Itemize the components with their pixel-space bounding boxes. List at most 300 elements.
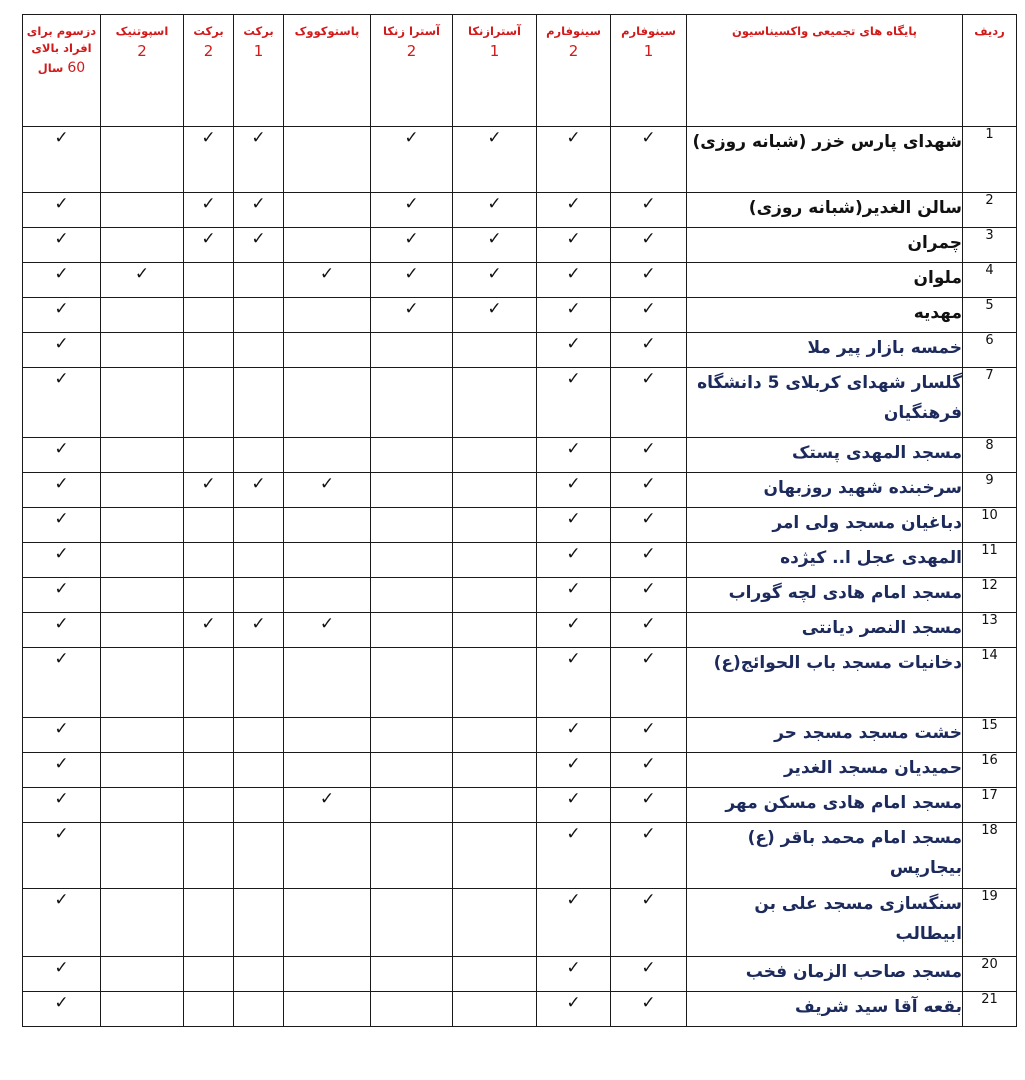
cell-barekat-1 (234, 193, 284, 228)
cell-third-dose-over-60 (23, 127, 101, 193)
cell-astrazeneca-2 (371, 823, 453, 889)
cell-sinopharm-2 (537, 127, 611, 193)
cell-astrazeneca-2 (371, 753, 453, 788)
header-sputnik-2 (101, 15, 184, 127)
cell-third-dose-over-60 (23, 578, 101, 613)
cell-sinopharm-1 (611, 578, 687, 613)
header-label: ردیف (974, 24, 1005, 38)
cell-astrazeneca-2 (371, 718, 453, 753)
cell-pastocovac (284, 992, 371, 1027)
check-icon: ✓ (641, 194, 656, 214)
check-icon: ✓ (566, 299, 581, 319)
cell-barekat-1 (234, 753, 284, 788)
cell-third-dose-over-60 (23, 889, 101, 957)
header-dose-number: 1 (489, 42, 500, 60)
table-row (23, 438, 1017, 473)
site-name: ملوان (687, 263, 963, 298)
cell-third-dose-over-60 (23, 648, 101, 718)
cell-sputnik-2 (101, 718, 184, 753)
header-label: آسترازنکا (468, 24, 521, 38)
check-icon: ✓ (404, 229, 419, 249)
cell-barekat-2 (184, 473, 234, 508)
cell-sinopharm-1 (611, 193, 687, 228)
cell-sinopharm-2 (537, 648, 611, 718)
check-icon: ✓ (54, 128, 69, 148)
check-icon: ✓ (54, 719, 69, 739)
check-icon: ✓ (641, 544, 656, 564)
check-icon: ✓ (566, 890, 581, 910)
cell-astrazeneca-1 (453, 508, 537, 543)
site-name: دخانیات مسجد باب الحوائج(ع) (687, 648, 963, 718)
cell-third-dose-over-60 (23, 193, 101, 228)
cell-barekat-1 (234, 333, 284, 368)
cell-sinopharm-2 (537, 992, 611, 1027)
cell-pastocovac (284, 788, 371, 823)
cell-barekat-1 (234, 957, 284, 992)
check-icon: ✓ (487, 229, 502, 249)
check-icon: ✓ (54, 754, 69, 774)
row-number: 4 (963, 263, 1017, 298)
cell-sputnik-2 (101, 333, 184, 368)
cell-astrazeneca-2 (371, 333, 453, 368)
cell-astrazeneca-1 (453, 788, 537, 823)
cell-pastocovac (284, 543, 371, 578)
cell-sinopharm-2 (537, 473, 611, 508)
table-row (23, 508, 1017, 543)
check-icon: ✓ (566, 958, 581, 978)
cell-barekat-2 (184, 823, 234, 889)
cell-sinopharm-1 (611, 333, 687, 368)
cell-third-dose-over-60 (23, 992, 101, 1027)
site-name: مسجد امام هادی مسکن مهر (687, 788, 963, 823)
check-icon: ✓ (641, 229, 656, 249)
cell-barekat-1 (234, 718, 284, 753)
cell-third-dose-over-60 (23, 298, 101, 333)
cell-sinopharm-2 (537, 193, 611, 228)
cell-pastocovac (284, 753, 371, 788)
site-name: مسجد امام محمد باقر (ع) بیجارپس (687, 823, 963, 889)
check-icon: ✓ (201, 614, 216, 634)
table-body (23, 127, 1017, 1027)
cell-barekat-2 (184, 298, 234, 333)
cell-barekat-1 (234, 263, 284, 298)
table-row (23, 788, 1017, 823)
row-number: 5 (963, 298, 1017, 333)
cell-astrazeneca-2 (371, 992, 453, 1027)
row-number: 19 (963, 889, 1017, 957)
check-icon: ✓ (54, 579, 69, 599)
cell-astrazeneca-2 (371, 508, 453, 543)
check-icon: ✓ (641, 299, 656, 319)
cell-sinopharm-1 (611, 889, 687, 957)
check-icon: ✓ (251, 474, 266, 494)
check-icon: ✓ (566, 544, 581, 564)
cell-astrazeneca-1 (453, 438, 537, 473)
check-icon: ✓ (641, 754, 656, 774)
check-icon: ✓ (54, 649, 69, 669)
check-icon: ✓ (487, 264, 502, 284)
cell-astrazeneca-1 (453, 718, 537, 753)
cell-barekat-2 (184, 127, 234, 193)
check-icon: ✓ (641, 509, 656, 529)
check-icon: ✓ (201, 128, 216, 148)
cell-sputnik-2 (101, 823, 184, 889)
cell-sputnik-2 (101, 613, 184, 648)
check-icon: ✓ (319, 789, 335, 809)
cell-third-dose-over-60 (23, 543, 101, 578)
check-icon: ✓ (641, 993, 656, 1013)
cell-barekat-2 (184, 578, 234, 613)
cell-third-dose-over-60 (23, 957, 101, 992)
cell-sinopharm-1 (611, 368, 687, 438)
check-icon: ✓ (201, 474, 216, 494)
check-icon: ✓ (641, 264, 656, 284)
cell-sinopharm-2 (537, 438, 611, 473)
cell-astrazeneca-1 (453, 473, 537, 508)
cell-third-dose-over-60 (23, 718, 101, 753)
cell-astrazeneca-1 (453, 368, 537, 438)
table-row (23, 823, 1017, 889)
cell-barekat-1 (234, 438, 284, 473)
cell-astrazeneca-1 (453, 263, 537, 298)
cell-barekat-2 (184, 648, 234, 718)
check-icon: ✓ (319, 264, 335, 284)
cell-sputnik-2 (101, 438, 184, 473)
site-name: سنگسازی مسجد علی بن ابیطالب (687, 889, 963, 957)
cell-pastocovac (284, 333, 371, 368)
cell-sinopharm-1 (611, 228, 687, 263)
header-dose-number: 1 (253, 42, 264, 60)
cell-astrazeneca-2 (371, 578, 453, 613)
table-row (23, 263, 1017, 298)
cell-barekat-1 (234, 368, 284, 438)
check-icon: ✓ (566, 993, 581, 1013)
cell-pastocovac (284, 889, 371, 957)
cell-pastocovac (284, 263, 371, 298)
cell-third-dose-over-60 (23, 753, 101, 788)
site-name: المهدی عجل ا.. کیژده (687, 543, 963, 578)
check-icon: ✓ (54, 299, 69, 319)
site-name: سالن الغدیر(شبانه روزی) (687, 193, 963, 228)
cell-sinopharm-2 (537, 753, 611, 788)
cell-sinopharm-1 (611, 753, 687, 788)
cell-sinopharm-1 (611, 788, 687, 823)
check-icon: ✓ (487, 128, 502, 148)
cell-barekat-1 (234, 613, 284, 648)
site-name: حمیدیان مسجد الغدیر (687, 753, 963, 788)
check-icon: ✓ (201, 229, 216, 249)
cell-sinopharm-1 (611, 543, 687, 578)
cell-sputnik-2 (101, 473, 184, 508)
check-icon: ✓ (641, 579, 656, 599)
cell-sinopharm-1 (611, 718, 687, 753)
header-astrazeneca-1 (453, 15, 537, 127)
header-dose-number: 2 (137, 42, 147, 60)
check-icon: ✓ (54, 958, 69, 978)
site-name: سرخبنده شهید روزبهان (687, 473, 963, 508)
cell-astrazeneca-1 (453, 298, 537, 333)
check-icon: ✓ (251, 614, 266, 634)
check-icon: ✓ (54, 614, 69, 634)
row-number: 1 (963, 127, 1017, 193)
cell-sinopharm-1 (611, 823, 687, 889)
check-icon: ✓ (54, 194, 69, 214)
site-name: مسجد المهدی پستک (687, 438, 963, 473)
header-label: پایگاه های تجمیعی واکسیناسیون (732, 24, 917, 38)
cell-pastocovac (284, 718, 371, 753)
check-icon: ✓ (54, 544, 69, 564)
header-dose-number: 2 (568, 42, 579, 60)
cell-sputnik-2 (101, 127, 184, 193)
row-number: 14 (963, 648, 1017, 718)
cell-sinopharm-1 (611, 992, 687, 1027)
cell-barekat-2 (184, 228, 234, 263)
check-icon: ✓ (134, 264, 150, 284)
check-icon: ✓ (54, 824, 69, 844)
check-icon: ✓ (54, 264, 69, 284)
cell-astrazeneca-2 (371, 193, 453, 228)
check-icon: ✓ (487, 299, 502, 319)
cell-sputnik-2 (101, 753, 184, 788)
cell-sputnik-2 (101, 578, 184, 613)
header-sinopharm-1 (611, 15, 687, 127)
header-label-suffix: سال (37, 61, 64, 75)
cell-sinopharm-2 (537, 368, 611, 438)
cell-sputnik-2 (101, 957, 184, 992)
check-icon: ✓ (54, 334, 69, 354)
cell-astrazeneca-1 (453, 333, 537, 368)
table-row (23, 543, 1017, 578)
cell-astrazeneca-1 (453, 823, 537, 889)
site-name: دباغیان مسجد ولی امر (687, 508, 963, 543)
cell-third-dose-over-60 (23, 613, 101, 648)
check-icon: ✓ (641, 439, 656, 459)
cell-sinopharm-1 (611, 957, 687, 992)
cell-astrazeneca-2 (371, 368, 453, 438)
header-dose-number: 2 (203, 42, 214, 60)
header-barekat-2 (184, 15, 234, 127)
table-row (23, 889, 1017, 957)
site-name: بقعه آقا سید شریف (687, 992, 963, 1027)
header-label: دزسوم برای افراد بالای (26, 24, 97, 55)
cell-sinopharm-2 (537, 298, 611, 333)
header-label: آسترا زنکا (383, 24, 440, 38)
cell-barekat-1 (234, 578, 284, 613)
cell-sputnik-2 (101, 263, 184, 298)
cell-barekat-2 (184, 263, 234, 298)
header-label: برکت (243, 24, 274, 38)
cell-pastocovac (284, 823, 371, 889)
row-number: 6 (963, 333, 1017, 368)
check-icon: ✓ (566, 789, 581, 809)
check-icon: ✓ (404, 264, 419, 284)
table-row (23, 368, 1017, 438)
row-number: 13 (963, 613, 1017, 648)
cell-barekat-2 (184, 992, 234, 1027)
cell-barekat-1 (234, 788, 284, 823)
header-label: پاستوکووک (294, 24, 360, 38)
check-icon: ✓ (566, 509, 581, 529)
cell-astrazeneca-2 (371, 438, 453, 473)
row-number: 11 (963, 543, 1017, 578)
check-icon: ✓ (54, 229, 69, 249)
header-label: اسپوتنیک (115, 24, 169, 38)
table-row (23, 473, 1017, 508)
site-name: خمسه بازار پیر ملا (687, 333, 963, 368)
site-name: مسجد صاحب الزمان فخب (687, 957, 963, 992)
check-icon: ✓ (641, 614, 656, 634)
cell-pastocovac (284, 613, 371, 648)
cell-pastocovac (284, 957, 371, 992)
row-number: 7 (963, 368, 1017, 438)
row-number: 21 (963, 992, 1017, 1027)
cell-sputnik-2 (101, 193, 184, 228)
header-age-number: 60 (67, 60, 86, 76)
check-icon: ✓ (251, 128, 266, 148)
cell-sputnik-2 (101, 508, 184, 543)
check-icon: ✓ (641, 474, 656, 494)
cell-astrazeneca-1 (453, 889, 537, 957)
cell-third-dose-over-60 (23, 788, 101, 823)
cell-barekat-2 (184, 193, 234, 228)
cell-sputnik-2 (101, 648, 184, 718)
cell-astrazeneca-1 (453, 193, 537, 228)
cell-pastocovac (284, 578, 371, 613)
cell-third-dose-over-60 (23, 473, 101, 508)
cell-astrazeneca-2 (371, 298, 453, 333)
cell-pastocovac (284, 508, 371, 543)
cell-astrazeneca-1 (453, 957, 537, 992)
cell-astrazeneca-1 (453, 992, 537, 1027)
check-icon: ✓ (641, 128, 656, 148)
check-icon: ✓ (54, 890, 69, 910)
check-icon: ✓ (54, 369, 69, 389)
header-dose-number: 2 (406, 42, 417, 60)
check-icon: ✓ (641, 824, 656, 844)
cell-barekat-1 (234, 648, 284, 718)
row-number: 20 (963, 957, 1017, 992)
vaccination-sites-table (22, 14, 1017, 1027)
table-row (23, 298, 1017, 333)
cell-pastocovac (284, 127, 371, 193)
cell-sputnik-2 (101, 543, 184, 578)
check-icon: ✓ (641, 958, 656, 978)
cell-astrazeneca-2 (371, 263, 453, 298)
site-name: شهدای پارس خزر (شبانه روزی) (687, 127, 963, 193)
row-number: 10 (963, 508, 1017, 543)
cell-astrazeneca-2 (371, 788, 453, 823)
cell-barekat-2 (184, 333, 234, 368)
cell-sinopharm-2 (537, 508, 611, 543)
row-number: 9 (963, 473, 1017, 508)
cell-sinopharm-2 (537, 788, 611, 823)
cell-sinopharm-1 (611, 648, 687, 718)
table-row (23, 127, 1017, 193)
cell-barekat-2 (184, 368, 234, 438)
check-icon: ✓ (566, 579, 581, 599)
row-number: 16 (963, 753, 1017, 788)
cell-sinopharm-2 (537, 543, 611, 578)
header-site (687, 15, 963, 127)
cell-pastocovac (284, 648, 371, 718)
cell-sinopharm-2 (537, 333, 611, 368)
row-number: 3 (963, 228, 1017, 263)
cell-barekat-1 (234, 889, 284, 957)
cell-astrazeneca-1 (453, 543, 537, 578)
check-icon: ✓ (566, 334, 581, 354)
cell-barekat-1 (234, 992, 284, 1027)
row-number: 2 (963, 193, 1017, 228)
check-icon: ✓ (404, 299, 419, 319)
cell-astrazeneca-1 (453, 648, 537, 718)
cell-barekat-2 (184, 788, 234, 823)
cell-barekat-2 (184, 957, 234, 992)
cell-sinopharm-1 (611, 298, 687, 333)
cell-barekat-1 (234, 543, 284, 578)
cell-third-dose-over-60 (23, 368, 101, 438)
header-label: سینوفارم (546, 24, 601, 38)
check-icon: ✓ (566, 824, 581, 844)
cell-astrazeneca-1 (453, 753, 537, 788)
cell-sinopharm-1 (611, 263, 687, 298)
cell-astrazeneca-1 (453, 578, 537, 613)
check-icon: ✓ (404, 194, 419, 214)
header-label: سینوفارم (621, 24, 676, 38)
cell-pastocovac (284, 473, 371, 508)
check-icon: ✓ (54, 474, 69, 494)
cell-astrazeneca-2 (371, 473, 453, 508)
table-row (23, 228, 1017, 263)
check-icon: ✓ (487, 194, 502, 214)
check-icon: ✓ (641, 789, 656, 809)
cell-sinopharm-1 (611, 438, 687, 473)
cell-sputnik-2 (101, 889, 184, 957)
cell-third-dose-over-60 (23, 823, 101, 889)
site-name: خشت مسجد مسجد حر (687, 718, 963, 753)
cell-pastocovac (284, 368, 371, 438)
row-number: 17 (963, 788, 1017, 823)
site-name: مسجد امام هادی لچه گوراب (687, 578, 963, 613)
check-icon: ✓ (566, 229, 581, 249)
cell-third-dose-over-60 (23, 333, 101, 368)
cell-astrazeneca-2 (371, 228, 453, 263)
cell-sinopharm-2 (537, 823, 611, 889)
cell-sinopharm-2 (537, 889, 611, 957)
row-number: 18 (963, 823, 1017, 889)
check-icon: ✓ (566, 128, 581, 148)
header-astrazeneca-2 (371, 15, 453, 127)
header-dose-number: 1 (643, 42, 654, 60)
cell-astrazeneca-2 (371, 543, 453, 578)
cell-barekat-2 (184, 543, 234, 578)
row-number: 12 (963, 578, 1017, 613)
check-icon: ✓ (319, 614, 335, 634)
table-row (23, 753, 1017, 788)
check-icon: ✓ (566, 194, 581, 214)
site-name: چمران (687, 228, 963, 263)
check-icon: ✓ (641, 719, 656, 739)
cell-sinopharm-1 (611, 473, 687, 508)
cell-pastocovac (284, 298, 371, 333)
cell-barekat-1 (234, 298, 284, 333)
check-icon: ✓ (566, 439, 581, 459)
check-icon: ✓ (566, 474, 581, 494)
cell-astrazeneca-1 (453, 613, 537, 648)
cell-sputnik-2 (101, 992, 184, 1027)
site-name: مهدیه (687, 298, 963, 333)
check-icon: ✓ (641, 334, 656, 354)
cell-third-dose-over-60 (23, 438, 101, 473)
